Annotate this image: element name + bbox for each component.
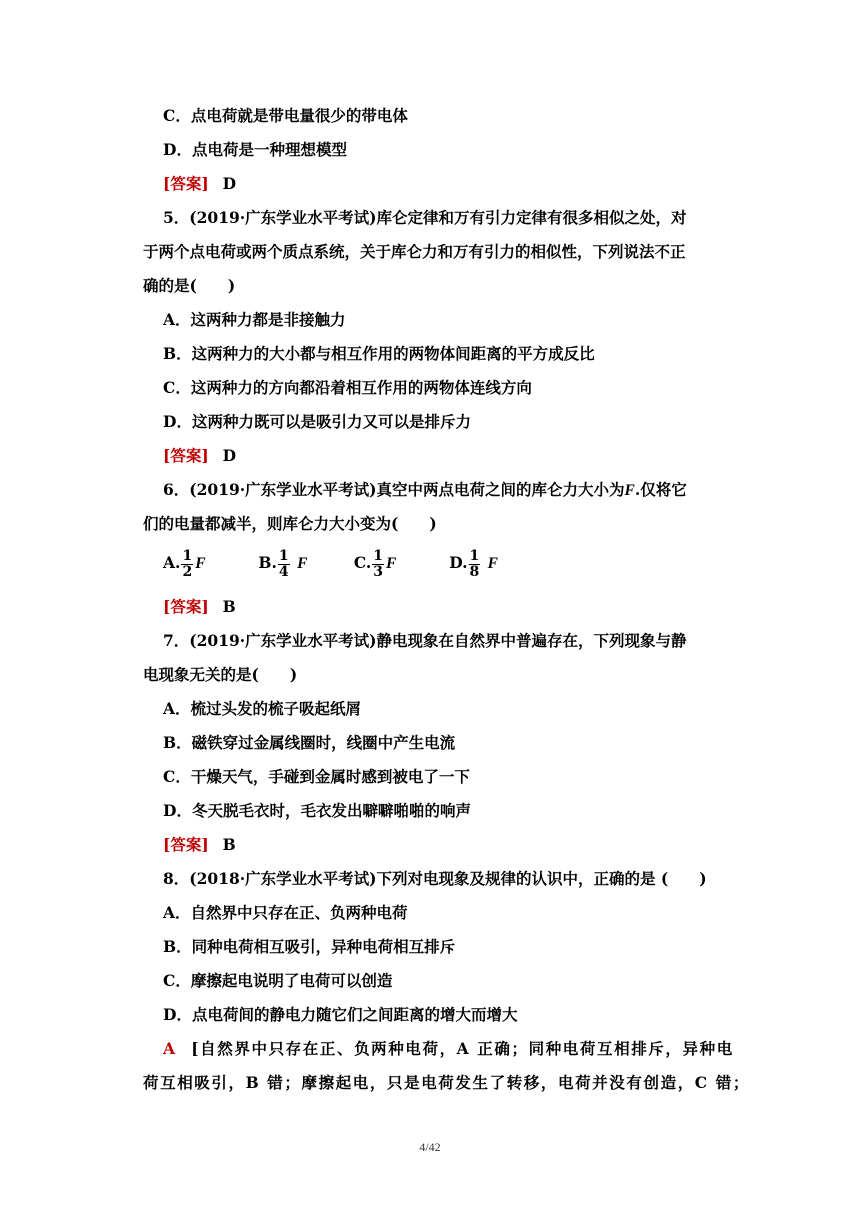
option-b-q6: B. $\frac{1}{4}$ F (258, 547, 308, 580)
explanation-q8-line-2: 荷互相吸引，B 错；摩擦起电，只是电荷发生了转移，电荷并没有创造，C 错； (143, 1073, 750, 1092)
answer-value: D (222, 174, 237, 193)
option-d-q6: D. $\frac{1}{8}$ F (449, 547, 499, 580)
option-a-q5: A．这两种力都是非接触力 (163, 310, 346, 329)
option-a-q7: A．梳过头发的梳子吸起纸屑 (163, 699, 362, 718)
option-c-q7: C．干燥天气，手碰到金属时感到被电了一下 (163, 767, 470, 786)
question-number: 5． (163, 208, 190, 227)
option-b-q5: B．这两种力的大小都与相互作用的两物体间距离的平方成反比 (163, 344, 595, 363)
explanation-q8-line-1 (163, 1039, 734, 1059)
question-7-line-2: 电现象无关的是( ) (143, 665, 298, 684)
option-c-q4: C．点电荷就是带电量很少的带电体 (163, 106, 408, 125)
variable-f: F (624, 482, 635, 499)
question-number: 7． (163, 631, 190, 650)
question-text: 库仑定律和万有引力定律有很多相似之处，对 (376, 208, 687, 227)
answer-value: B (222, 597, 236, 616)
page-number: 4/42 (419, 1140, 441, 1154)
fraction: $\frac{1}{4}$ (278, 547, 289, 580)
option-a-q6: A. $\frac{1}{2}$ F (163, 547, 206, 580)
option-d-q4: D．点电荷是一种理想模型 (163, 140, 347, 159)
question-text: 下列对电现象及规律的认识中，正确的是 ( ) (376, 869, 707, 888)
answer-q7 (163, 835, 236, 855)
question-5-line-3: 确的是( ) (143, 276, 236, 295)
answer-q5 (163, 446, 236, 466)
option-c-q6: C. $\frac{1}{3}$ F (353, 547, 397, 580)
question-text: 静电现象在自然界中普遍存在，下列现象与静 (376, 631, 687, 650)
option-c-q5: C．这两种力的方向都沿着相互作用的两物体连线方向 (163, 378, 532, 397)
option-a-q8: A．自然界中只存在正、负两种电荷 (163, 903, 408, 922)
answer-value: B (222, 835, 236, 854)
question-6-options (163, 546, 539, 581)
answer-q6 (163, 597, 236, 617)
explanation-tag: A (163, 1039, 176, 1058)
option-d-q5: D．这两种力既可以是吸引力又可以是排斥力 (163, 412, 471, 431)
explanation-text: [自然界中只存在正、负两种电荷，A 正确；同种电荷互相排斥，异种电 (191, 1039, 734, 1058)
question-5-line-2: 于两个点电荷或两个质点系统，关于库仑力和万有引力的相似性，下列说法不正 (143, 242, 686, 261)
fraction: $\frac{1}{2}$ (182, 547, 193, 580)
option-c-q8: C．摩擦起电说明了电荷可以创造 (163, 971, 393, 990)
question-number: 6． (163, 480, 190, 499)
question-source: (2019·广东学业水平考试) (189, 208, 377, 227)
fraction: $\frac{1}{8}$ (469, 547, 480, 580)
question-6-line-2: 们的电量都减半，则库仑力大小变为( ) (143, 514, 437, 533)
answer-tag: [答案] (163, 446, 209, 465)
option-b-q8: B．同种电荷相互吸引，异种电荷相互排斥 (163, 937, 456, 956)
question-source: (2019·广东学业水平考试) (189, 480, 377, 499)
question-text-tail: .仅将它 (634, 480, 687, 499)
option-d-q8: D．点电荷间的静电力随它们之间距离的增大而增大 (163, 1005, 518, 1024)
question-source: (2018·广东学业水平考试) (189, 869, 377, 888)
question-8-line-1 (163, 869, 707, 889)
question-text: 真空中两点电荷之间的库仑力大小为 (376, 480, 625, 499)
question-6-line-1 (163, 480, 687, 501)
question-7-line-1 (163, 631, 687, 651)
answer-tag: [答案] (163, 597, 209, 616)
answer-tag: [答案] (163, 174, 209, 193)
answer-value: D (222, 446, 237, 465)
question-5-line-1 (163, 208, 687, 228)
option-b-q7: B．磁铁穿过金属线圈时，线圈中产生电流 (163, 733, 456, 752)
question-number: 8． (163, 869, 190, 888)
question-source: (2019·广东学业水平考试) (189, 631, 377, 650)
fraction: $\frac{1}{3}$ (373, 547, 384, 580)
answer-q4 (163, 174, 236, 194)
answer-tag: [答案] (163, 835, 209, 854)
option-d-q7: D．冬天脱毛衣时，毛衣发出噼噼啪啪的响声 (163, 801, 471, 820)
